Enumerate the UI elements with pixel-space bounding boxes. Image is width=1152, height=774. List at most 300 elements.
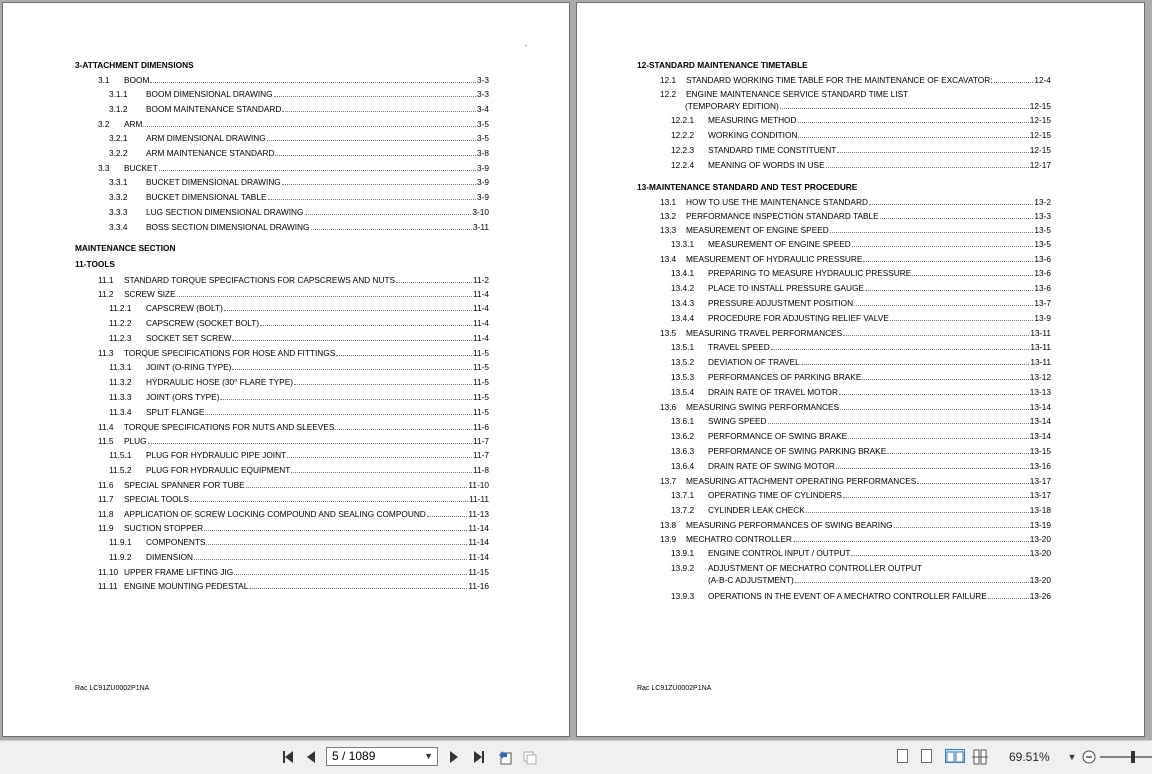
toc-entry[interactable] [109, 177, 489, 187]
toc-entry[interactable] [98, 348, 489, 358]
toc-entry-page: 11-13 [468, 509, 489, 519]
toc-entry[interactable] [109, 89, 489, 99]
toc-entry[interactable] [98, 119, 489, 129]
page-number-input[interactable] [326, 747, 438, 766]
toc-entry-page: 3-8 [477, 148, 489, 158]
toc-entry[interactable] [109, 222, 489, 232]
toc-entry[interactable] [660, 89, 1051, 99]
toc-entry-page: 11-5 [473, 348, 489, 358]
toc-entry-page: 13-17 [1029, 476, 1051, 486]
toc-entry-label: PERFORMANCE OF SWING BRAKE [708, 431, 848, 441]
toc-entry[interactable] [671, 461, 1051, 471]
toc-entry[interactable] [98, 422, 489, 432]
toc-entry-number: 11.10 [98, 567, 119, 577]
toc-entry-page: 11-5 [473, 377, 489, 387]
toc-entry[interactable] [671, 130, 1051, 140]
toc-entry-page: 11-5 [473, 392, 489, 402]
left-document-page [2, 2, 570, 737]
last-page-icon[interactable] [472, 749, 486, 765]
toc-entry[interactable] [98, 75, 489, 85]
toc-entry-number: 11.8 [98, 509, 114, 519]
toc-entry-page: 13-14 [1029, 431, 1051, 441]
toc-leader-dots [839, 394, 1029, 395]
toc-leader-dots [190, 501, 468, 502]
toc-entry[interactable] [109, 465, 489, 475]
toc-entry[interactable] [671, 313, 1051, 323]
toc-leader-dots [275, 155, 476, 156]
toc-entry-label: TRAVEL SPEED [708, 342, 770, 352]
toc-leader-dots [205, 414, 472, 415]
toc-leader-dots [843, 335, 1029, 336]
toc-entry-label: (A-B-C ADJUSTMENT) [708, 575, 794, 585]
toc-entry-number: 3.3.1 [109, 177, 128, 187]
toc-entry[interactable] [109, 537, 489, 547]
toc-entry-label: CYLINDER LEAK CHECK [708, 505, 805, 515]
toc-entry-page: 3-5 [477, 133, 489, 143]
toc-entry-page: 13-12 [1029, 372, 1051, 382]
toc-entry-label: OPERATIONS IN THE EVENT OF A MECHATRO CONTROLLER FAILURE [708, 591, 987, 601]
section-11-title: 11-TOOLS [75, 259, 115, 269]
toc-entry-label: ARM MAINTENANCE STANDARD [146, 148, 275, 158]
toc-entry[interactable] [671, 357, 1051, 367]
toc-entry-number: 11.3.3 [109, 392, 132, 402]
toc-entry-number: 13.4.1 [671, 268, 695, 278]
go-back-view-icon[interactable] [497, 749, 513, 765]
toc-entry[interactable] [98, 581, 489, 591]
toc-entry-label: UPPER FRAME LIFTING JIG [124, 567, 234, 577]
toc-entry[interactable] [109, 207, 489, 217]
toc-entry-page: 13-2 [1034, 197, 1051, 207]
toc-entry[interactable] [98, 480, 489, 490]
toc-entry[interactable] [98, 523, 489, 533]
toc-leader-dots [994, 82, 1034, 83]
toc-leader-dots [159, 170, 476, 171]
toc-entry-label: ENGINE MOUNTING PEDESTAL [124, 581, 249, 591]
toc-entry[interactable] [660, 520, 1051, 530]
toc-entry-continuation[interactable] [685, 101, 1051, 111]
toc-entry-label: OPERATING TIME OF CYLINDERS [708, 490, 842, 500]
toc-entry-number: 3.1 [98, 75, 110, 85]
toc-leader-dots [291, 472, 472, 473]
toc-entry-page: 13-5 [1034, 239, 1051, 249]
toc-entry-page: 3-3 [477, 75, 489, 85]
toc-entry[interactable] [109, 318, 489, 328]
toc-entry-page: 11-14 [468, 523, 489, 533]
toc-leader-dots [887, 453, 1029, 454]
toc-entry-number: 13.4.3 [671, 298, 695, 308]
toc-entry[interactable] [671, 298, 1051, 308]
toc-leader-dots [854, 305, 1033, 306]
toc-leader-dots [843, 497, 1029, 498]
toc-entry-page: 13-6 [1034, 268, 1051, 278]
toc-entry-label: SOCKET SET SCREW [146, 333, 232, 343]
toc-entry-label: MEASURING ATTACHMENT OPERATING PERFORMANCES [686, 476, 917, 486]
toc-leader-dots [143, 126, 476, 127]
toc-entry-label: DEVIATION OF TRAVEL [708, 357, 800, 367]
section-13-title: 13-MAINTENANCE STANDARD AND TEST PROCEDURE [637, 182, 858, 192]
toc-entry-label: BOOM MAINTENANCE STANDARD [146, 104, 282, 114]
toc-entry-page: 13-14 [1029, 416, 1051, 426]
toc-entry-page: 13-3 [1034, 211, 1051, 221]
zoom-level: 69.51% [1009, 750, 1050, 764]
toc-entry-number: 13.6.2 [671, 431, 695, 441]
toc-leader-dots [234, 574, 467, 575]
toc-leader-dots [267, 140, 476, 141]
toc-entry-label: CAPSCREW (SOCKET BOLT) [146, 318, 260, 328]
toc-leader-dots [848, 438, 1029, 439]
toc-entry[interactable] [660, 225, 1051, 235]
toc-entry-page: 13-17 [1029, 490, 1051, 500]
toc-entry-page: 13-16 [1029, 461, 1051, 471]
toc-entry[interactable] [671, 115, 1051, 125]
go-forward-view-icon[interactable] [522, 749, 538, 765]
toc-entry[interactable] [671, 239, 1051, 249]
toc-entry-label: SPLIT FLANGE [146, 407, 205, 417]
zoom-out-icon[interactable] [1081, 749, 1097, 765]
toc-entry-number: 11.2.1 [109, 303, 132, 313]
toc-entry-page: 13-11 [1030, 357, 1051, 367]
toc-entry-label: PLUG FOR HYDRAULIC PIPE JOINT [146, 450, 287, 460]
toc-entry-label: TORQUE SPECIFICATIONS FOR NUTS AND SLEEVES [124, 422, 335, 432]
toc-entry[interactable] [671, 145, 1051, 155]
zoom-slider[interactable] [1100, 749, 1152, 765]
toc-entry[interactable] [98, 509, 489, 519]
toc-entry[interactable] [109, 362, 489, 372]
toc-entry[interactable] [671, 416, 1051, 426]
toc-entry-label: BOOM DIMENSIONAL DRAWING [146, 89, 273, 99]
toc-leader-dots [282, 184, 476, 185]
toc-leader-dots [890, 320, 1034, 321]
toc-entry-label: APPLICATION OF SCREW LOCKING COMPOUND AND SEALING COMPOUND [124, 509, 426, 519]
toc-entry-label: PREPARING TO MEASURE HYDRAULIC PRESSURE [708, 268, 912, 278]
toc-entry[interactable] [98, 275, 489, 285]
toc-entry-label: ADJUSTMENT OF MECHATRO CONTROLLER OUTPUT [708, 563, 923, 573]
toc-entry[interactable] [660, 476, 1051, 486]
toc-entry-number: 11.3.4 [109, 407, 132, 417]
toc-entry-label: BOOM [124, 75, 150, 85]
toc-entry[interactable] [98, 494, 489, 504]
toc-entry-number: 11.2.3 [109, 333, 132, 343]
toc-entry-number: 13.9.3 [671, 591, 695, 601]
toc-entry-label: SWING SPEED [708, 416, 767, 426]
toc-entry-label: MEASURING TRAVEL PERFORMANCES [686, 328, 843, 338]
toc-entry-page: 12-4 [1034, 75, 1051, 85]
toc-entry-page: 12-15 [1029, 101, 1051, 111]
toc-entry-number: 3.2.2 [109, 148, 128, 158]
toc-entry[interactable] [109, 133, 489, 143]
toc-entry-page: 13-6 [1034, 283, 1051, 293]
toc-entry[interactable] [98, 436, 489, 446]
toc-entry-number: 12.2.2 [671, 130, 695, 140]
toc-entry[interactable] [671, 446, 1051, 456]
toc-leader-dots [305, 214, 472, 215]
toc-entry[interactable] [109, 407, 489, 417]
toc-entry[interactable] [109, 192, 489, 202]
toc-entry-number: 12.2.3 [671, 145, 695, 155]
toc-entry-page: 11-8 [473, 465, 489, 475]
toc-entry-page: 12-15 [1029, 115, 1051, 125]
toc-entry-page: 11-4 [473, 333, 489, 343]
toc-entry[interactable] [109, 148, 489, 158]
toc-entry-page: 11-4 [473, 318, 489, 328]
toc-entry-label: MEASUREMENT OF ENGINE SPEED [686, 225, 829, 235]
stray-mark: - [525, 43, 528, 50]
toc-entry-label: PERFORMANCES OF PARKING BRAKE [708, 372, 862, 382]
toc-entry[interactable] [660, 328, 1051, 338]
toc-entry-page: 3-5 [477, 119, 489, 129]
toc-entry[interactable] [671, 563, 1051, 573]
toc-entry[interactable] [671, 505, 1051, 515]
toc-entry[interactable] [671, 387, 1051, 397]
toc-leader-dots [862, 379, 1028, 380]
toc-entry-number: 13.4 [660, 254, 677, 264]
toc-entry-label: SPECIAL TOOLS [124, 494, 189, 504]
toc-leader-dots [869, 204, 1033, 205]
toc-entry-number: 11.5.2 [109, 465, 132, 475]
toc-entry-number: 13.7.2 [671, 505, 695, 515]
toc-leader-dots [826, 167, 1029, 168]
toc-entry-number: 11.5 [98, 436, 114, 446]
toc-entry[interactable] [109, 450, 489, 460]
toc-entry-number: 11.1 [98, 275, 114, 285]
toc-entry-page: 11-14 [468, 537, 489, 547]
toc-entry-label: TORQUE SPECIFICATIONS FOR HOSE AND FITTINGS [124, 348, 336, 358]
toc-entry-page: 13-11 [1030, 342, 1051, 352]
toc-leader-dots [840, 409, 1029, 410]
toc-entry-page: 13-11 [1030, 328, 1051, 338]
toc-entry-label: MEASURING PERFORMANCES OF SWING BEARING [686, 520, 893, 530]
toc-leader-dots [206, 544, 467, 545]
toc-entry-page: 3-9 [477, 177, 489, 187]
toc-leader-dots [148, 443, 472, 444]
toc-leader-dots [837, 152, 1028, 153]
toc-entry-label: SPECIAL SPANNER FOR TUBE [124, 480, 245, 490]
toc-entry-label: WORKING CONDITION [708, 130, 798, 140]
toc-leader-dots [268, 199, 477, 200]
toc-entry-label: (TEMPORARY EDITION) [685, 101, 779, 111]
toc-entry-label: PROCEDURE FOR ADJUSTING RELIEF VALVE [708, 313, 889, 323]
zoom-dropdown-icon[interactable]: ▼ [1067, 752, 1077, 762]
toc-leader-dots [336, 355, 472, 356]
toc-entry-label: PERFORMANCE INSPECTION STANDARD TABLE [686, 211, 879, 221]
chevron-down-icon[interactable]: ▼ [424, 751, 433, 761]
toc-entry-number: 3.2.1 [109, 133, 128, 143]
toc-entry[interactable] [671, 268, 1051, 278]
toc-entry-number: 13.2 [660, 211, 677, 221]
toc-entry[interactable] [671, 548, 1051, 558]
toc-entry-label: ENGINE MAINTENANCE SERVICE STANDARD TIME LIST [686, 89, 909, 99]
toc-entry-label: PLACE TO INSTALL PRESSURE GAUGE [708, 283, 864, 293]
toc-entry[interactable] [660, 254, 1051, 264]
toc-entry-page: 13-20 [1029, 534, 1051, 544]
toc-entry-label: LUG SECTION DIMENSIONAL DRAWING [146, 207, 304, 217]
toc-entry[interactable] [98, 567, 489, 577]
toc-leader-dots [798, 137, 1028, 138]
toc-leader-dots [194, 559, 467, 560]
toc-leader-dots [852, 246, 1034, 247]
toc-entry-page: 3-9 [477, 163, 489, 173]
single-page-view-icon[interactable] [897, 749, 908, 763]
toc-entry-page: 13-19 [1029, 520, 1051, 530]
toc-entry-label: STANDARD TIME CONSTITUENT [708, 145, 837, 155]
toc-entry-label: DIMENSION [146, 552, 194, 562]
toc-entry[interactable] [660, 211, 1051, 221]
toc-entry-page: 12-15 [1029, 145, 1051, 155]
toc-leader-dots [311, 229, 473, 230]
toc-entry-label: MEASUREMENT OF ENGINE SPEED [708, 239, 851, 249]
first-page-icon[interactable] [281, 749, 295, 765]
toc-leader-dots [274, 96, 476, 97]
toc-entry-label: BUCKET DIMENSIONAL TABLE [146, 192, 267, 202]
toc-entry-page: 11-7 [473, 436, 489, 446]
toc-entry-number: 11.9.2 [109, 552, 132, 562]
toc-leader-dots [150, 82, 476, 83]
toc-leader-dots [880, 218, 1034, 219]
toc-entry-page: 11-4 [473, 303, 489, 313]
toc-leader-dots [894, 527, 1029, 528]
continuous-page-view-icon[interactable] [921, 749, 932, 763]
previous-page-icon[interactable] [305, 749, 317, 765]
toc-entry-number: 11.5.1 [109, 450, 132, 460]
toc-entry-page: 11-15 [468, 567, 489, 577]
toc-entry-label: HOW TO USE THE MAINTENANCE STANDARD [686, 197, 868, 207]
toc-entry-number: 13.3 [660, 225, 677, 235]
toc-entry-number: 11.4 [98, 422, 114, 432]
maintenance-section-title: MAINTENANCE SECTION [75, 243, 176, 253]
toc-entry-page: 3-10 [472, 207, 489, 217]
toc-entry[interactable] [109, 104, 489, 114]
toc-leader-dots [836, 468, 1029, 469]
toc-entry-page: 11-7 [473, 450, 489, 460]
toc-entry-number: 3.3.3 [109, 207, 128, 217]
next-page-icon[interactable] [448, 749, 460, 765]
toc-leader-dots [865, 290, 1033, 291]
toc-entry-label: PLUG [124, 436, 147, 446]
toc-entry-number: 13.7 [660, 476, 677, 486]
toc-leader-dots [768, 423, 1029, 424]
toc-entry-number: 3.1.2 [109, 104, 128, 114]
toc-entry[interactable] [671, 283, 1051, 293]
toc-entry-page: 13-14 [1029, 402, 1051, 412]
toc-entry[interactable] [660, 197, 1051, 207]
toc-entry-label: CAPSCREW (BOLT) [146, 303, 223, 313]
toc-entry[interactable] [660, 75, 1051, 85]
toc-leader-dots [224, 310, 472, 311]
toc-entry[interactable] [660, 534, 1051, 544]
toc-entry[interactable] [671, 160, 1051, 170]
toc-leader-dots [204, 530, 467, 531]
toc-entry[interactable] [109, 392, 489, 402]
toc-entry-number: 3.2 [98, 119, 110, 129]
toc-entry[interactable] [671, 431, 1051, 441]
toc-entry[interactable] [109, 333, 489, 343]
toc-entry-page: 11-11 [469, 494, 489, 504]
toc-entry-number: 3.3.4 [109, 222, 128, 232]
toc-entry-label: BOSS SECTION DIMENSIONAL DRAWING [146, 222, 310, 232]
toc-entry-number: 13.5.1 [671, 342, 695, 352]
toc-leader-dots [793, 541, 1029, 542]
toc-entry-page: 3-9 [477, 192, 489, 202]
toc-leader-dots [780, 108, 1029, 109]
toc-entry[interactable] [98, 163, 489, 173]
section-3-title: 3-ATTACHMENT DIMENSIONS [75, 60, 194, 70]
toc-entry-label: PLUG FOR HYDRAULIC EQUIPMENT [146, 465, 291, 475]
toc-leader-dots [863, 261, 1033, 262]
toc-entry-page: 11-16 [468, 581, 489, 591]
toc-leader-dots [917, 483, 1028, 484]
two-page-view-icon[interactable] [945, 749, 965, 763]
toc-entry-page: 13-20 [1029, 575, 1051, 585]
toc-entry-number: 13.5 [660, 328, 677, 338]
toc-entry-number: 3.1.1 [109, 89, 128, 99]
toc-entry-number: 11.2 [98, 289, 114, 299]
toc-entry-page: 13-15 [1029, 446, 1051, 456]
toc-entry-number: 11.2.2 [109, 318, 132, 328]
toc-entry-continuation[interactable] [708, 575, 1051, 585]
toc-entry[interactable] [109, 303, 489, 313]
toc-entry-page: 12-17 [1029, 160, 1051, 170]
toc-entry-page: 11-2 [473, 275, 489, 285]
page-footer: Rac LC91ZU0002P1NA [637, 685, 712, 692]
toc-entry-label: JOINT (O-RING TYPE) [146, 362, 232, 372]
toc-entry-number: 13.6.1 [671, 416, 695, 426]
toc-entry-number: 12.2.1 [671, 115, 695, 125]
toc-entry-number: 13.7.1 [671, 490, 695, 500]
toc-entry-label: PERFORMANCE OF SWING PARKING BRAKE [708, 446, 887, 456]
toc-entry-label: STANDARD WORKING TIME TABLE FOR THE MAINTENANCE OF EXCAVATOR: [686, 75, 993, 85]
toc-entry[interactable] [109, 377, 489, 387]
toc-leader-dots [806, 512, 1029, 513]
toc-entry-page: 13-18 [1029, 505, 1051, 515]
toc-entry-number: 11.3.2 [109, 377, 132, 387]
page-footer: Rac LC91ZU0002P1NA [75, 685, 150, 692]
toc-entry[interactable] [671, 372, 1051, 382]
toc-entry-number: 13.6.3 [671, 446, 695, 456]
toc-entry-number: 13.6 [660, 402, 677, 412]
toc-entry-number: 13.1 [660, 197, 677, 207]
toc-leader-dots [287, 457, 472, 458]
toc-entry[interactable] [671, 490, 1051, 500]
toc-leader-dots [294, 384, 472, 385]
toc-entry-label: STANDARD TORQUE SPECIFACTIONS FOR CAPSCREWS AND NUTS [124, 275, 396, 285]
toc-entry-page: 13-20 [1029, 548, 1051, 558]
toc-entry[interactable] [109, 552, 489, 562]
section-12-title: 12-STANDARD MAINTENANCE TIMETABLE [637, 60, 808, 70]
toc-entry-label: DRAIN RATE OF TRAVEL MOTOR [708, 387, 838, 397]
toc-leader-dots [912, 275, 1033, 276]
toc-entry-number: 12.1 [660, 75, 677, 85]
toc-entry-label: MEASURING SWING PERFORMANCES [686, 402, 840, 412]
toc-entry-page: 13-9 [1034, 313, 1051, 323]
toc-leader-dots [795, 582, 1029, 583]
toc-leader-dots [396, 282, 472, 283]
toc-entry[interactable] [671, 591, 1051, 601]
toc-entry-number: 13.5.4 [671, 387, 695, 397]
toc-entry-number: 13.5.3 [671, 372, 695, 382]
toc-entry-label: ENGINE CONTROL INPUT / OUTPUT [708, 548, 851, 558]
toc-entry[interactable] [98, 289, 489, 299]
toc-entry-page: 11-10 [468, 480, 489, 490]
toc-entry-number: 3.3 [98, 163, 110, 173]
toc-entry[interactable] [660, 402, 1051, 412]
two-page-continuous-view-icon[interactable] [972, 749, 988, 765]
toc-leader-dots [220, 399, 472, 400]
toc-entry-label: MECHATRO CONTROLLER [686, 534, 792, 544]
toc-entry-label: HYDRAULIC HOSE (30° FLARE TYPE) [146, 377, 294, 387]
toc-entry-number: 12.2.4 [671, 160, 695, 170]
toc-entry[interactable] [671, 342, 1051, 352]
toc-entry-page: 11-6 [473, 422, 489, 432]
